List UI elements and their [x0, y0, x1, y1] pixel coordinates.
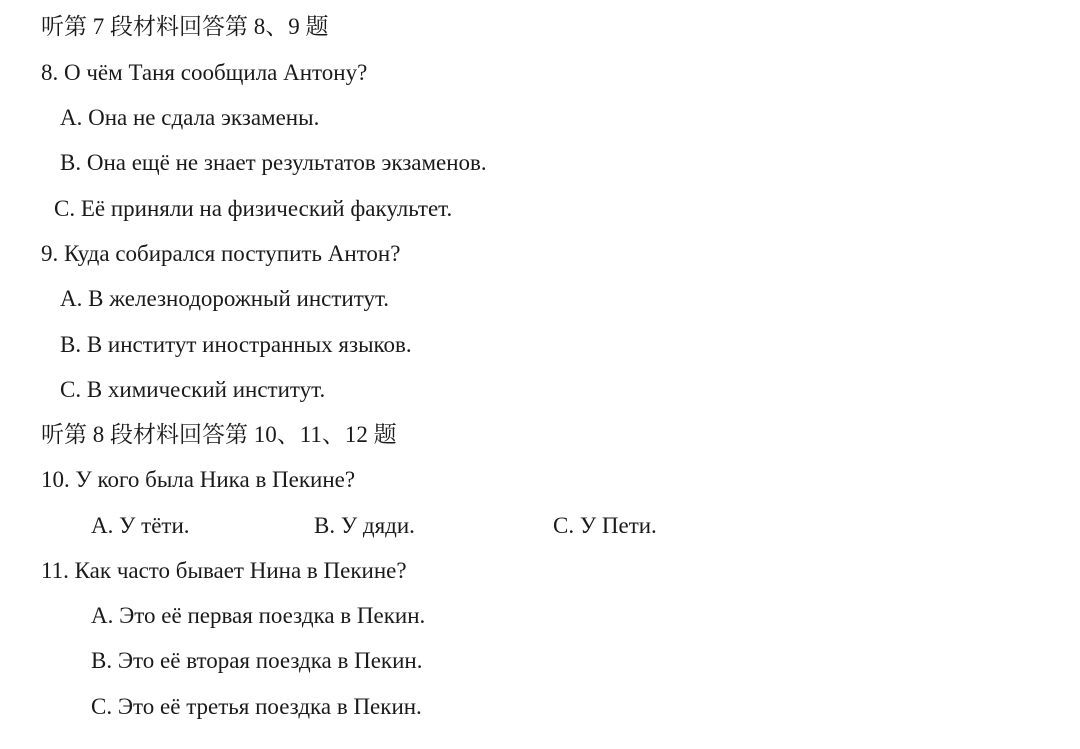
question-9-option-b: В. В институт иностранных языков.: [60, 332, 412, 357]
question-11-option-a: А. Это её первая поездка в Пекин.: [91, 603, 426, 628]
question-9-option-c: С. В химический институт.: [60, 377, 326, 402]
question-9-option-a: А. В железнодорожный институт.: [60, 286, 390, 311]
section-heading-7: 听第 7 段材料回答第 8、9 题: [41, 14, 329, 39]
section-heading-8: 听第 8 段材料回答第 10、11、12 题: [41, 422, 397, 447]
question-11-option-b: В. Это её вторая поездка в Пекин.: [91, 648, 423, 673]
question-8-option-b: В. Она ещё не знает результатов экзаменов.: [60, 150, 487, 175]
question-10-option-c: С. У Пети.: [553, 513, 657, 538]
question-8-option-c: С. Её приняли на физический факультет.: [54, 196, 453, 221]
question-8-option-a: А. Она не сдала экзамены.: [60, 105, 320, 130]
question-11: 11. Как часто бывает Нина в Пекине?: [41, 558, 407, 583]
question-9: 9. Куда собирался поступить Антон?: [41, 241, 401, 266]
question-11-option-c: С. Это её третья поездка в Пекин.: [91, 694, 422, 719]
question-10-option-b: В. У дяди.: [314, 513, 415, 538]
question-8: 8. О чём Таня сообщила Антону?: [41, 60, 368, 85]
question-10-option-a: А. У тёти.: [91, 513, 190, 538]
question-10: 10. У кого была Ника в Пекине?: [41, 467, 356, 492]
